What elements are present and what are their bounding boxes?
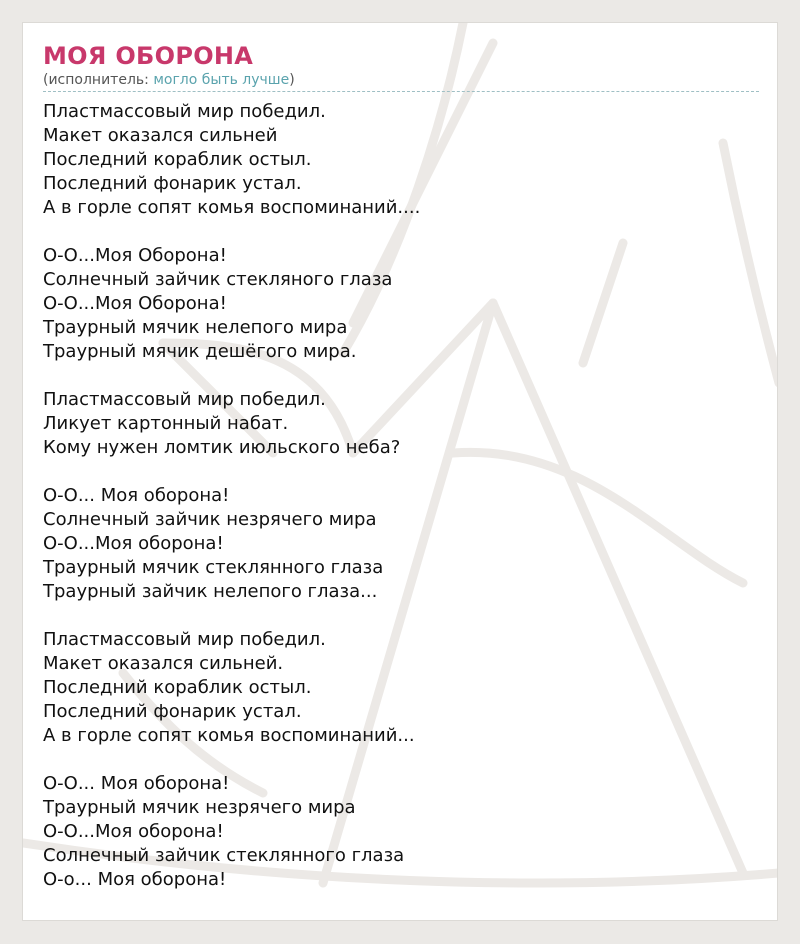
lyric-line: А в горле сопят комья воспоминаний.... [43,197,421,218]
lyric-line: А в горле сопят комья воспоминаний... [43,725,415,746]
lyric-line: Солнечный зайчик стекляного глаза [43,269,393,290]
lyric-line: Последний кораблик остыл. [43,677,312,698]
performer-suffix: ) [289,72,295,88]
lyrics-card [22,22,778,921]
lyric-line: Кому нужен ломтик июльского неба? [43,437,401,458]
lyric-line: О-О... Моя оборона! [43,773,230,794]
lyric-line: О-О...Моя Оборона! [43,245,227,266]
lyric-line: Последний фонарик устал. [43,173,302,194]
lyric-line: Пластмассовый мир победил. [43,389,326,410]
lyric-line: Последний кораблик остыл. [43,149,312,170]
lyric-line: Последний фонарик устал. [43,701,302,722]
lyric-line: О-о... Моя оборона! [43,869,227,890]
lyric-line: Солнечный зайчик стеклянного глаза [43,845,405,866]
lyrics-stanza [43,484,759,604]
lyric-line: О-О...Моя оборона! [43,821,224,842]
song-content [43,41,759,916]
lyric-line: Траурный зайчик нелепого глаза... [43,581,378,602]
lyrics-stanza [43,244,759,364]
lyric-line: Траурный мячик незрячего мира [43,797,356,818]
lyric-line: Макет оказался сильней [43,125,278,146]
lyrics-stanza [43,772,759,892]
lyric-line: Пластмассовый мир победил. [43,101,326,122]
lyric-line: О-О...Моя оборона! [43,533,224,554]
lyrics-body [43,100,759,892]
lyric-line: Пластмассовый мир победил. [43,629,326,650]
lyric-line: Ликует картонный набат. [43,413,289,434]
lyric-line: О-О...Моя Оборона! [43,293,227,314]
performer-prefix: (исполнитель: [43,72,154,88]
lyrics-stanza [43,628,759,748]
lyric-line: Траурный мячик стеклянного глаза [43,557,384,578]
lyric-line: Макет оказался сильней. [43,653,284,674]
lyric-line: Солнечный зайчик незрячего мира [43,509,377,530]
lyric-line: О-О... Моя оборона! [43,485,230,506]
performer-link[interactable]: могло быть лучше [153,72,290,88]
lyrics-stanza [43,100,759,220]
lyric-line: Траурный мячик дешёгого мира. [43,341,357,362]
performer-line [43,71,759,92]
lyrics-stanza [43,388,759,460]
lyric-line: Траурный мячик нелепого мира [43,317,348,338]
song-title: МОЯ ОБОРОНА [43,42,254,70]
